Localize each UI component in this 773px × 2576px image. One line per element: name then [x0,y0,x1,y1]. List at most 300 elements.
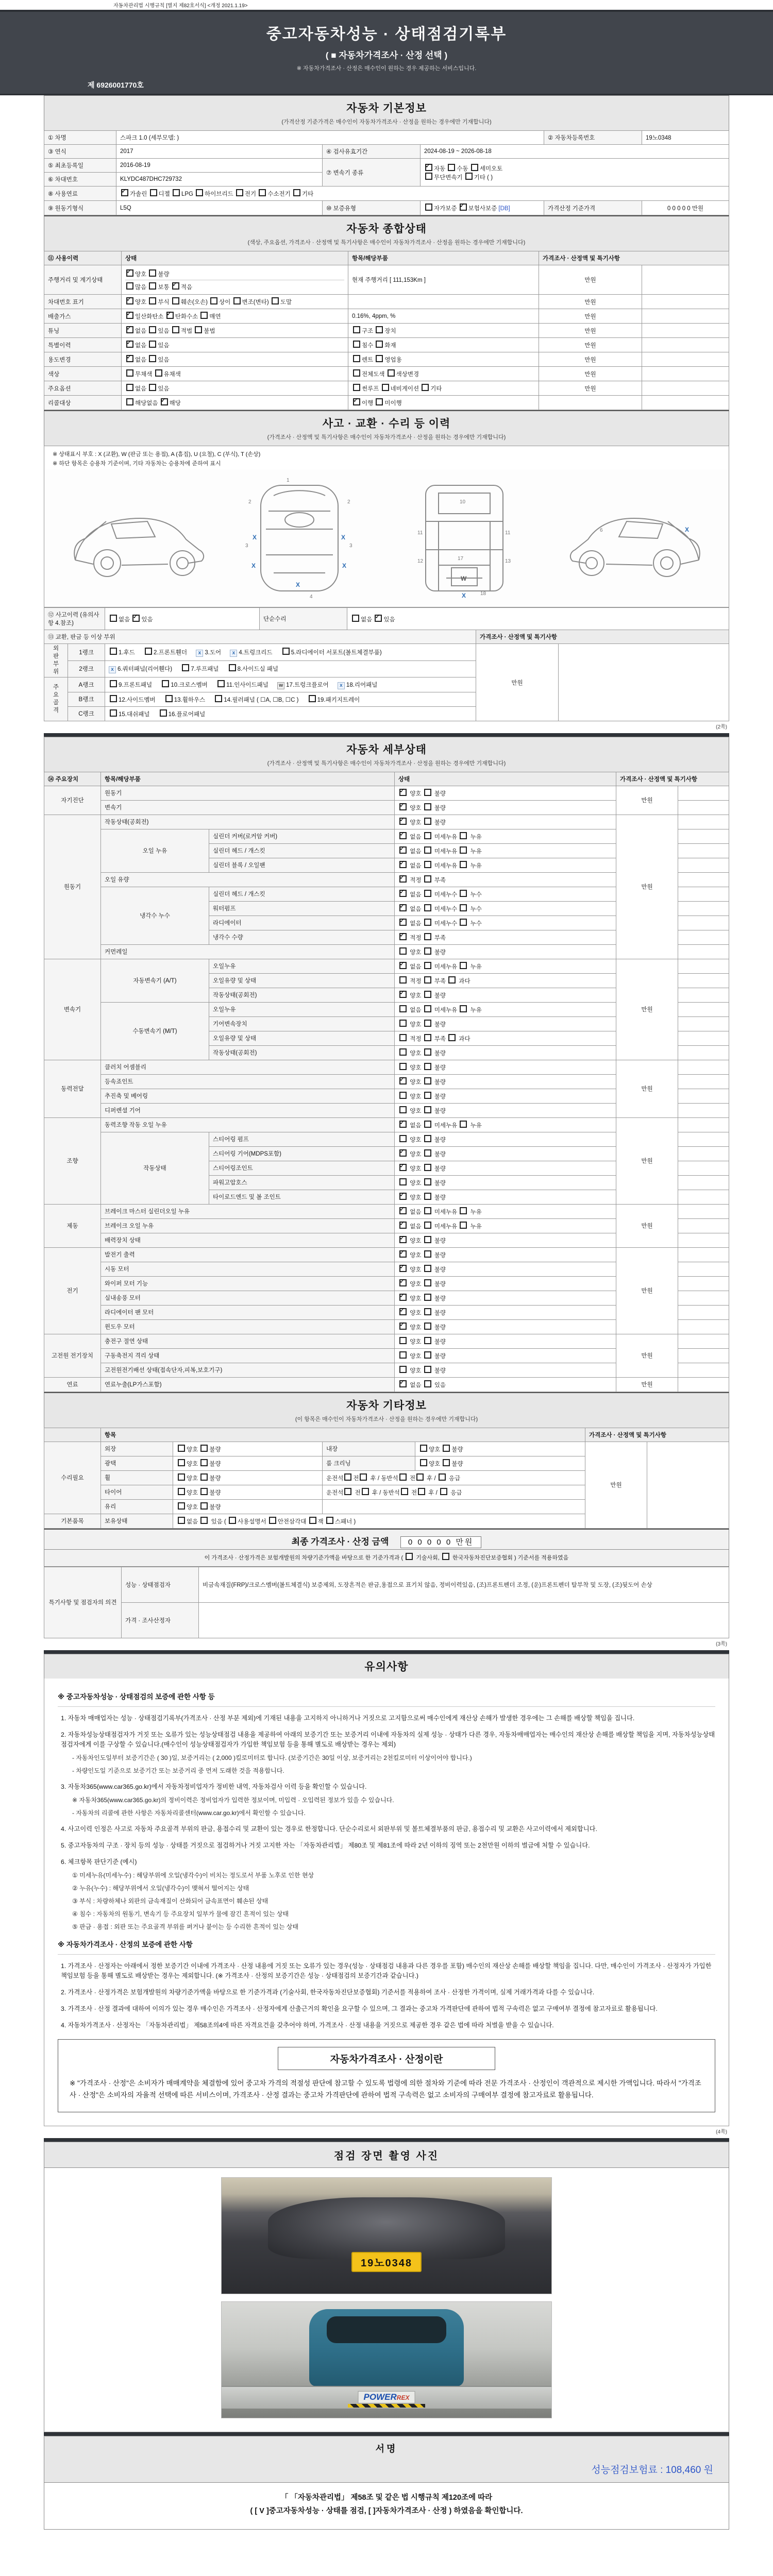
checkbox-checked[interactable] [399,1265,407,1272]
detail-item-label: 변속기 [101,800,395,815]
detail-item-note [678,1002,729,1016]
checkbox-unchecked[interactable] [259,189,266,196]
checkbox-unchecked[interactable] [149,326,156,333]
checkbox-unchecked[interactable] [215,695,222,702]
checkbox-unchecked[interactable] [344,1488,351,1495]
checkbox-unchecked[interactable] [443,1445,450,1452]
checkbox-unchecked[interactable] [269,1517,276,1524]
checkbox-unchecked[interactable] [425,204,432,211]
checkbox-unchecked[interactable] [424,1092,431,1099]
checkbox-unchecked[interactable] [200,312,208,319]
checkbox-unchecked[interactable] [424,947,431,955]
checkbox-unchecked[interactable] [110,680,117,687]
checkbox-checked[interactable] [126,326,133,333]
checkbox-unchecked[interactable] [200,1517,208,1524]
checkbox-unchecked[interactable] [424,1048,431,1056]
summary-col-price: 가격조사 · 산정액 및 특기사항 [539,251,729,265]
checkbox-unchecked[interactable] [424,890,431,897]
checkbox-unchecked[interactable] [460,919,467,926]
detail-item-note [678,1204,729,1218]
checkbox-unchecked[interactable] [293,189,300,196]
checkbox-unchecked[interactable] [382,384,389,391]
detail-item-label: 작동상태(공회전) [209,1045,395,1060]
checkbox-unchecked[interactable] [420,1459,427,1466]
checkbox-checked[interactable] [399,1077,407,1084]
checkbox-checked[interactable] [375,615,382,622]
checkbox-checked[interactable] [132,615,140,622]
checkbox-unchecked[interactable] [424,875,431,883]
checkbox-unchecked[interactable] [353,341,360,348]
checkbox-checked[interactable] [399,904,407,911]
checkbox-unchecked[interactable] [424,976,431,984]
notice-line: ② 누유(누수) : 해당부위에서 오일(냉각수)이 맺혀서 떨어지는 상태 [72,1885,249,1892]
checkbox-checked[interactable] [460,204,467,211]
checkbox-unchecked[interactable] [424,1020,431,1027]
checkbox-checked[interactable] [399,818,407,825]
checkbox-unchecked[interactable] [178,1502,185,1510]
checkbox-unchecked[interactable] [416,1473,424,1481]
checkbox-unchecked[interactable] [399,1473,407,1481]
other-col-price: 가격조사 · 산정액 및 특기사항 [585,1428,729,1442]
notice-line: - 자동차의 리콜에 관한 사항은 자동차리콜센터(www.car.go.kr)에서 확인할 수 있습니다. [72,1809,306,1817]
checkbox-unchecked[interactable] [309,695,316,702]
checkbox-checked[interactable] [399,919,407,926]
checkbox-unchecked[interactable] [399,1366,407,1373]
checkbox-unchecked[interactable] [178,1445,185,1452]
panel-item: 16.플로어패널 [159,711,206,718]
checkbox-unchecked[interactable] [424,1294,431,1301]
first-reg-label: ⑤ 최초등록일 [44,159,116,173]
summary-row-item [348,295,539,309]
checkbox-unchecked[interactable] [424,1265,431,1272]
detail-item-note [678,858,729,872]
checkbox-checked[interactable] [399,1236,407,1243]
db-link[interactable]: [DB] [498,206,510,212]
notice-line: ※ 자동차365(www.car365.go.kr)의 정비이력은 정비업자가 입력한 정보이며, 미입력 · 오입력된 정보가 있을 수 있습니다. [72,1797,394,1804]
notice-line: 2. 가격조사 · 산정가격은 보험개발원의 차량기준가액을 바탕으로 한 기준가격과 (기술사회, 한국자동차진단보증협회) 기준서를 적용하여 조사 · 산정한 가격이며, 실제 거래가격과 다를 수 있습니다. [61,1989,595,1996]
document-subtitle: ( ■ 자동차가격조사 · 산정 선택 ) [325,50,448,60]
detail-item-state: ✓ 양호 불량 [395,1233,616,1247]
checkbox-checked[interactable] [353,398,360,405]
checkbox-unchecked[interactable] [424,1121,431,1128]
checkbox-checked[interactable] [399,1149,407,1157]
checkbox-unchecked[interactable] [442,1553,449,1560]
checkbox-unchecked[interactable] [200,1459,208,1466]
detail-item-note [678,1016,729,1031]
detail-item-state: ✓ 양호 불량 [395,815,616,829]
checkbox-checked[interactable] [399,861,407,868]
rank-label: A랭크 [68,677,105,692]
checkbox-unchecked[interactable] [424,1077,431,1084]
detail-item-label: 원동기 [101,786,395,800]
basic-items-label: 기본품목 [44,1514,101,1528]
signature-title: 서명 [375,2443,398,2454]
checkbox-checked[interactable] [126,297,133,304]
detail-item-note [678,1363,729,1377]
notice-line: 4. 자동차가격조사 · 산정자는 「자동차관리법」 제58조의4에 따른 자격요건을 갖추어야 하며, 가격조사 · 산정 내용을 거짓으로 제공한 경우 같은 법에 따라 처벌을 받을 수 있습니다. [61,2022,554,2029]
checkbox-unchecked[interactable] [126,282,133,290]
reg-no-value: 19노0348 [642,131,729,145]
other-item-extra: 운전석 전 후 / 동반석 전 후 / 응급 [323,1485,585,1499]
checkbox-checked[interactable] [399,1279,407,1286]
checkbox-checked[interactable] [399,890,407,897]
checkbox-unchecked[interactable] [376,326,383,333]
detail-subgroup-label: 수동변속기 (M/T) [101,1002,209,1060]
remarks-appraiser-label: 가격 · 조사산정자 [122,1602,199,1638]
checkbox-unchecked[interactable] [229,1517,236,1524]
checkbox-checked[interactable] [399,1323,407,1330]
rank-items [105,644,476,660]
checkbox-unchecked[interactable] [399,1005,407,1012]
checkbox-unchecked[interactable] [200,1445,208,1452]
checkbox-checked[interactable] [399,832,407,839]
checkbox-checked[interactable] [161,398,168,405]
checkbox-unchecked[interactable] [399,1034,407,1041]
checkbox-unchecked[interactable] [360,1473,367,1481]
detail-item-state: ✓ 양호 불량 [395,1074,616,1089]
summary-row-note [642,367,729,381]
summary-row-note [642,295,729,309]
detail-subgroup-label: 오일 누유 [101,829,209,872]
checkbox-unchecked[interactable] [424,803,431,810]
inspection-period-value: 2024-08-19 ~ 2026-08-18 [421,145,729,159]
checkbox-unchecked[interactable] [399,976,407,984]
checkbox-checked[interactable] [126,269,133,277]
checkbox-unchecked[interactable] [460,861,467,868]
checkbox-checked[interactable] [399,875,407,883]
checkbox-checked[interactable] [399,1222,407,1229]
rank-items [105,660,476,677]
checkbox-unchecked[interactable] [424,1380,431,1387]
checkbox-unchecked[interactable] [126,398,133,405]
summary-row-note [642,381,729,396]
checkbox-unchecked[interactable] [424,789,431,796]
detail-group-price: 만원 [616,786,678,815]
checkbox-unchecked[interactable] [399,1048,407,1056]
checkbox-unchecked[interactable] [376,355,383,362]
checkbox-unchecked[interactable] [200,1488,208,1495]
checkbox-unchecked[interactable] [399,1351,407,1359]
checkbox-unchecked[interactable] [353,384,360,391]
checkbox-unchecked[interactable] [424,933,431,940]
car-name-label: ① 차명 [44,131,116,145]
checkbox-unchecked[interactable] [399,1092,407,1099]
checkbox-unchecked[interactable] [424,1106,431,1113]
checkbox-unchecked[interactable] [460,904,467,911]
basic-info-table [44,130,729,215]
checkbox-unchecked[interactable] [448,164,455,171]
checkbox-unchecked[interactable] [401,1488,408,1495]
checkbox-unchecked[interactable] [424,1351,431,1359]
detail-group-price: 만원 [616,1377,678,1392]
checkbox-unchecked[interactable] [424,1063,431,1070]
checkbox-unchecked[interactable] [424,1366,431,1373]
checkbox-checked[interactable] [399,962,407,969]
rank-items [105,706,476,721]
checkbox-unchecked[interactable] [210,297,217,304]
checkbox-unchecked[interactable] [217,680,225,687]
checkbox-unchecked[interactable] [399,1020,407,1027]
checkbox-unchecked[interactable] [460,1121,467,1128]
checkbox-unchecked[interactable] [353,326,360,333]
checkbox-unchecked[interactable] [178,1459,185,1466]
checkbox-unchecked[interactable] [399,1135,407,1142]
checkbox-unchecked[interactable] [172,297,179,304]
panel-item: 13.휠하우스 [164,697,205,703]
license-plate: 19노0348 [351,2252,422,2272]
checkbox-unchecked[interactable] [424,1279,431,1286]
detail-item-label: 라디에이터 팬 모터 [101,1305,395,1319]
summary-row-label: 용도변경 [44,352,122,367]
notice-line: 5. 중고자동차의 구조 · 장치 등의 성능 · 상태를 거짓으로 점검하거나 거짓 고지한 자는 「자동차관리법」 제80조 및 제81조에 따라 2년 이하의 징역 또는 2천만원 이하의 벌금에 처할 수 있습니다. [61,1842,590,1850]
checkbox-unchecked[interactable] [388,369,395,377]
checkbox-unchecked[interactable] [460,962,467,969]
checkbox-unchecked[interactable] [424,962,431,969]
checkbox-unchecked[interactable] [126,369,133,377]
checkbox-unchecked[interactable] [420,1445,427,1452]
checkbox-unchecked[interactable] [460,890,467,897]
checkbox-unchecked[interactable] [422,384,429,391]
checkbox-unchecked[interactable] [344,1473,351,1481]
checkbox-unchecked[interactable] [110,615,117,622]
notice-list [58,1684,715,2031]
checkbox-unchecked[interactable] [460,832,467,839]
checkbox-checked[interactable] [399,991,407,998]
detail-item-state: ✓ 적정 부족 [395,872,616,887]
summary-row-item: 침수 화재 [348,338,539,352]
checkbox-unchecked[interactable] [376,398,383,405]
summary-row-price: 만원 [539,309,642,324]
checkbox-unchecked[interactable] [399,1106,407,1113]
summary-row-label: 리콜대상 [44,396,122,410]
checkbox-unchecked[interactable] [178,1473,185,1481]
checkbox-unchecked[interactable] [155,369,162,377]
checkbox-unchecked[interactable] [406,1553,413,1560]
car-diagram-panel [44,469,729,607]
checkbox-unchecked[interactable] [149,269,156,277]
checkbox-unchecked[interactable] [233,297,241,304]
checkbox-unchecked[interactable] [418,1488,425,1495]
other-item-state: 양호 불량 [173,1442,323,1456]
checkbox-checked[interactable] [172,282,179,290]
checkbox-unchecked[interactable] [126,384,133,391]
checkbox-unchecked[interactable] [424,991,431,998]
other-item-state-2: 양호 불량 [415,1442,585,1456]
checkbox-unchecked[interactable] [178,1517,185,1524]
summary-row [44,367,729,381]
checkbox-checked[interactable] [399,1308,407,1315]
inspection-photo-front-underside [221,2177,552,2294]
panel-mark-x: x [196,650,203,657]
other-title: 자동차 기타정보 [346,1399,427,1412]
checkbox-unchecked[interactable] [196,189,203,196]
checkbox-unchecked[interactable] [149,384,156,391]
checkbox-unchecked[interactable] [195,326,202,333]
checkbox-checked[interactable] [399,1294,407,1301]
checkbox-unchecked[interactable] [160,709,167,717]
checkbox-unchecked[interactable] [424,846,431,854]
checkbox-unchecked[interactable] [376,341,383,348]
checkbox-checked[interactable] [399,1380,407,1387]
svg-text:6: 6 [600,528,603,534]
final-price-band [44,1529,729,1550]
checkbox-unchecked[interactable] [460,846,467,854]
checkbox-unchecked[interactable] [424,1236,431,1243]
checkbox-unchecked[interactable] [182,664,189,671]
detail-row [44,959,729,973]
checkbox-unchecked[interactable] [110,695,117,702]
checkbox-unchecked[interactable] [149,355,156,362]
checkbox-unchecked[interactable] [149,297,156,304]
checkbox-unchecked[interactable] [424,1207,431,1214]
notice-heading: ※ 중고자동차성능 · 상태점검의 보증에 관한 사항 등 [58,1684,715,1707]
checkbox-unchecked[interactable] [149,282,156,290]
checkbox-unchecked[interactable] [399,947,407,955]
checkbox-unchecked[interactable] [424,1178,431,1185]
detail-item-note [678,872,729,887]
checkbox-checked[interactable] [399,803,407,810]
checkbox-checked[interactable] [399,846,407,854]
detail-item-state: ✓ 없음 미세누유 누유 [395,1218,616,1233]
notice-line: - 자동차인도일부터 보증기간은 ( 30 )일, 보증거리는 ( 2,000 )킬로미터로 합니다. (보증기간은 30일 이상, 보증거리는 2천킬로미터 이상이어야 합니다.) [72,1754,472,1762]
detail-item-label: 타이로드엔드 및 볼 조인트 [209,1190,395,1204]
remarks-label: 특기사항 및 점검자의 의견 [44,1567,122,1638]
detail-item-state: ✓ 없음 미세누수 누수 [395,916,616,930]
checkbox-unchecked[interactable] [172,326,179,333]
checkbox-unchecked[interactable] [424,919,431,926]
detail-item-state: ✓ 없음 미세누유 누유 [395,843,616,858]
detail-row [44,1334,729,1348]
summary-row-state: ✓양호 불량 많음 보통 ✓적음 [122,265,348,295]
checkbox-unchecked[interactable] [465,173,473,180]
checkbox-unchecked[interactable] [236,189,243,196]
checkbox-unchecked[interactable] [424,818,431,825]
checkbox-unchecked[interactable] [145,648,152,655]
summary-row-note [642,352,729,367]
lift-brand-power: POWER [363,2392,397,2402]
checkbox-checked[interactable] [399,933,407,940]
checkbox-unchecked[interactable] [173,189,180,196]
checkbox-unchecked[interactable] [399,1063,407,1070]
checkbox-checked[interactable] [126,341,133,348]
checkbox-unchecked[interactable] [309,1517,316,1524]
checkbox-unchecked[interactable] [150,189,157,196]
notice-line: - 차량인도일 기준으로 보증기간 또는 보증거리 중 먼저 도래한 것을 적용합니다. [72,1767,284,1775]
device-group-label: 변속기 [44,959,101,1060]
checkbox-unchecked[interactable] [424,861,431,868]
car-rear-shape [309,2309,464,2386]
checkbox-unchecked[interactable] [471,164,478,171]
detail-row [44,1060,729,1074]
checkbox-checked[interactable] [399,1164,407,1171]
checkbox-unchecked[interactable] [272,297,279,304]
checkbox-unchecked[interactable] [399,1337,407,1344]
checkbox-unchecked[interactable] [424,1034,431,1041]
checkbox-checked[interactable] [399,789,407,796]
checkbox-unchecked[interactable] [353,369,360,377]
checkbox-unchecked[interactable] [424,1149,431,1157]
checkbox-unchecked[interactable] [165,695,173,702]
detail-item-label: 워터펌프 [209,901,395,916]
checkbox-unchecked[interactable] [424,1005,431,1012]
checkbox-unchecked[interactable] [448,1034,456,1041]
checkbox-checked[interactable] [126,355,133,362]
checkbox-unchecked[interactable] [282,648,290,655]
checkbox-unchecked[interactable] [440,1488,447,1495]
panel-item: x 18.리어패널 [338,682,377,688]
reg-no-label: ② 자동차등록번호 [544,131,642,145]
detail-item-note [678,1305,729,1319]
summary-row [44,381,729,396]
checkbox-unchecked[interactable] [110,648,117,655]
section-divider [44,733,729,737]
checkbox-unchecked[interactable] [362,1488,369,1495]
checkbox-checked[interactable] [121,189,128,196]
checkbox-unchecked[interactable] [448,976,456,984]
checkbox-checked[interactable] [399,1250,407,1258]
detail-item-note [678,1276,729,1291]
checkbox-unchecked[interactable] [460,1005,467,1012]
checkbox-unchecked[interactable] [439,1473,446,1481]
detail-item-label: 실내송풍 모터 [101,1291,395,1305]
checkbox-unchecked[interactable] [162,680,169,687]
detail-item-label: 발전기 출력 [101,1247,395,1262]
checkbox-checked[interactable] [425,164,432,171]
checkbox-unchecked[interactable] [200,1502,208,1510]
checkbox-unchecked[interactable] [424,1337,431,1344]
detail-item-state: 양호 불량 [395,1060,616,1074]
checkbox-unchecked[interactable] [424,904,431,911]
checkbox-unchecked[interactable] [424,1135,431,1142]
detail-row [44,1117,729,1132]
checkbox-unchecked[interactable] [352,615,359,622]
checkbox-unchecked[interactable] [424,1164,431,1171]
checkbox-checked[interactable] [126,312,133,319]
detail-col-device: ⑭ 주요장치 [44,772,101,786]
checkbox-unchecked[interactable] [425,173,432,180]
checkbox-unchecked[interactable] [200,1473,208,1481]
checkbox-unchecked[interactable] [149,341,156,348]
summary-row [44,309,729,324]
checkbox-unchecked[interactable] [424,1222,431,1229]
checkbox-unchecked[interactable] [424,832,431,839]
summary-row [44,324,729,338]
checkbox-unchecked[interactable] [326,1517,333,1524]
checkbox-unchecked[interactable] [229,664,236,671]
checkbox-unchecked[interactable] [460,1222,467,1229]
checkbox-unchecked[interactable] [424,1308,431,1315]
detail-subgroup-label: 자동변속기 (A/T) [101,959,209,1002]
checkbox-unchecked[interactable] [353,355,360,362]
checkbox-unchecked[interactable] [110,709,117,717]
checkbox-unchecked[interactable] [443,1459,450,1466]
price-appraisal-box-title: 자동차가격조사 · 산정이란 [278,2047,495,2070]
checkbox-unchecked[interactable] [399,1178,407,1185]
checkbox-unchecked[interactable] [424,1193,431,1200]
checkbox-unchecked[interactable] [178,1488,185,1495]
detail-item-label: 시동 모터 [101,1262,395,1276]
checkbox-checked[interactable] [399,1121,407,1128]
checkbox-checked[interactable] [399,1207,407,1214]
checkbox-checked[interactable] [166,312,174,319]
detail-item-label: 스티어링 기어(MDPS포함) [209,1146,395,1161]
checkbox-unchecked[interactable] [424,1250,431,1258]
panel-item: 8.사이드실 패널 [228,666,278,672]
checkbox-unchecked[interactable] [424,1323,431,1330]
checkbox-checked[interactable] [399,1193,407,1200]
rank-items [105,692,476,706]
checkbox-unchecked[interactable] [460,1207,467,1214]
